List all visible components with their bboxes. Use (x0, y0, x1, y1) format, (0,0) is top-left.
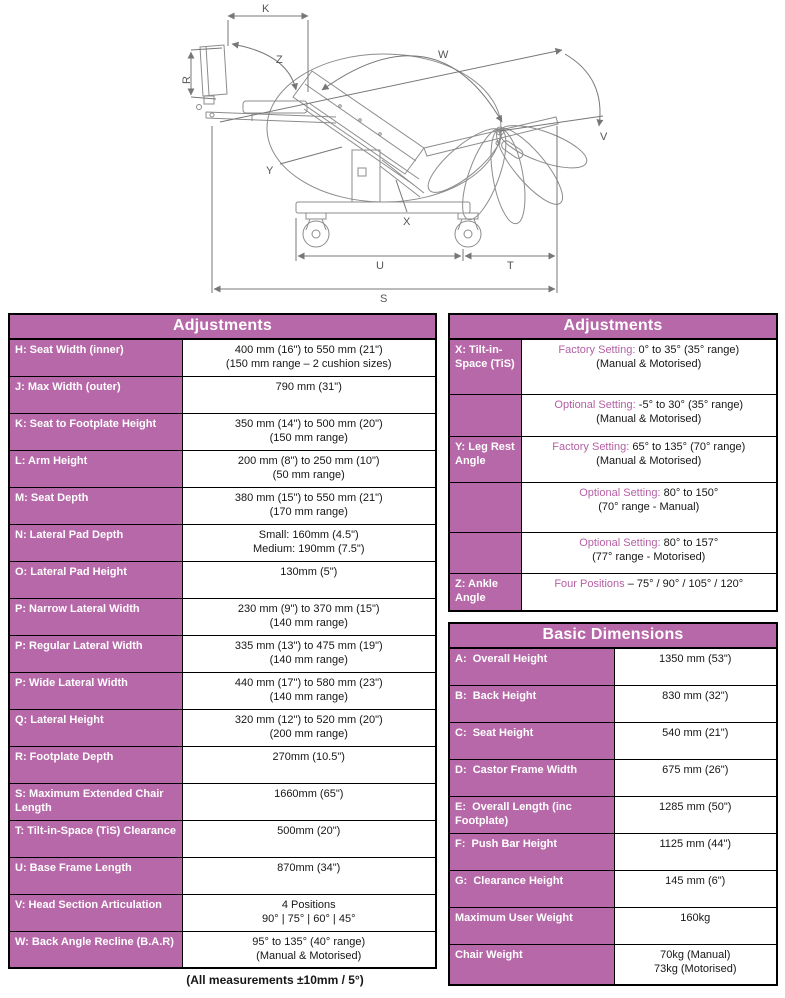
table-title-adjustments-right: Adjustments (449, 314, 777, 339)
table-row (449, 759, 777, 796)
table-title-adjustments-left: Adjustments (9, 314, 436, 339)
spec-value: 130mm (5") (182, 561, 436, 598)
spec-label: E: Overall Length (inc Footplate) (449, 796, 614, 833)
spec-value: 440 mm (17") to 580 mm (23") (140 mm range) (182, 672, 436, 709)
spec-label: G: Clearance Height (449, 870, 614, 907)
basic-dimensions-table (448, 622, 778, 986)
spec-label: Maximum User Weight (449, 907, 614, 944)
spec-value: 320 mm (12") to 520 mm (20") (200 mm range) (182, 709, 436, 746)
dim-label-t: T (507, 260, 514, 272)
dim-label-w: W (438, 49, 449, 61)
spec-value: 70kg (Manual) 73kg (Motorised) (614, 944, 777, 985)
table-row (449, 532, 777, 573)
table-title-basic-dimensions: Basic Dimensions (449, 623, 777, 648)
table-row (449, 944, 777, 985)
measurements-footnote: (All measurements ±10mm / 5°) (186, 973, 364, 987)
spec-value: Optional Setting: 80° to 150° (70° range - Manual) (521, 482, 777, 532)
table-row (9, 413, 436, 450)
spec-value: 145 mm (6") (614, 870, 777, 907)
table-row (9, 635, 436, 672)
spec-value: 1660mm (65") (182, 783, 436, 820)
spec-label: S: Maximum Extended Chair Length (9, 783, 182, 820)
spec-label: A: Overall Height (449, 648, 614, 685)
spec-value: 675 mm (26") (614, 759, 777, 796)
table-row (9, 783, 436, 820)
table-row (9, 820, 436, 857)
spec-label: X: Tilt-in-Space (TiS) (449, 339, 521, 394)
spec-label: P: Wide Lateral Width (9, 672, 182, 709)
spec-label (449, 482, 521, 532)
table-row (9, 746, 436, 783)
spec-value: Optional Setting: -5° to 30° (35° range) (Manual & Motorised) (521, 394, 777, 436)
table-row (9, 450, 436, 487)
dim-label-u: U (376, 260, 384, 272)
dim-label-r: R (181, 76, 193, 84)
dim-label-x: X (403, 216, 411, 228)
table-row (449, 482, 777, 532)
spec-label: T: Tilt-in-Space (TiS) Clearance (9, 820, 182, 857)
spec-label: C: Seat Height (449, 722, 614, 759)
spec-value: Factory Setting: 65° to 135° (70° range) (Manual & Motorised) (521, 436, 777, 482)
spec-value: Small: 160mm (4.5") Medium: 190mm (7.5") (182, 524, 436, 561)
spec-value: 4 Positions 90° | 75° | 60° | 45° (182, 894, 436, 931)
table-row (449, 394, 777, 436)
spec-label (449, 532, 521, 573)
table-row (9, 561, 436, 598)
spec-label: Chair Weight (449, 944, 614, 985)
table-row (9, 894, 436, 931)
spec-label: Y: Leg Rest Angle (449, 436, 521, 482)
spec-value: 270mm (10.5") (182, 746, 436, 783)
spec-label: P: Narrow Lateral Width (9, 598, 182, 635)
spec-value: 790 mm (31") (182, 376, 436, 413)
table-row (9, 487, 436, 524)
spec-label: P: Regular Lateral Width (9, 635, 182, 672)
table-row (449, 796, 777, 833)
table-row (9, 931, 436, 968)
spec-value: 870mm (34") (182, 857, 436, 894)
right-column (448, 313, 778, 986)
table-row (9, 598, 436, 635)
dim-label-y: Y (266, 165, 274, 177)
chair-technical-drawing (0, 0, 785, 310)
table-row (9, 857, 436, 894)
dimension-lines (191, 16, 603, 293)
articulation-fan (420, 117, 592, 226)
spec-label: K: Seat to Footplate Height (9, 413, 182, 450)
spec-value: 1285 mm (50") (614, 796, 777, 833)
spec-value: 160kg (614, 907, 777, 944)
spec-value: 350 mm (14") to 500 mm (20") (150 mm range) (182, 413, 436, 450)
table-row (449, 648, 777, 685)
spec-value: 540 mm (21") (614, 722, 777, 759)
spec-value: 380 mm (15") to 550 mm (21") (170 mm range) (182, 487, 436, 524)
chair-outline (197, 45, 592, 247)
dim-label-s: S (380, 293, 388, 305)
spec-label: R: Footplate Depth (9, 746, 182, 783)
adjustments-table-left (8, 313, 437, 969)
table-row (9, 376, 436, 413)
left-column (8, 313, 437, 987)
table-row (449, 907, 777, 944)
spec-value: 95° to 135° (40° range) (Manual & Motorised) (182, 931, 436, 968)
spec-value: 1350 mm (53") (614, 648, 777, 685)
spec-value: 335 mm (13") to 475 mm (19") (140 mm range) (182, 635, 436, 672)
table-row (449, 722, 777, 759)
table-row (449, 573, 777, 611)
spec-label: V: Head Section Articulation (9, 894, 182, 931)
spec-label: N: Lateral Pad Depth (9, 524, 182, 561)
spec-value: 230 mm (9") to 370 mm (15") (140 mm range) (182, 598, 436, 635)
spec-label: B: Back Height (449, 685, 614, 722)
spec-label: M: Seat Depth (9, 487, 182, 524)
table-row (9, 672, 436, 709)
spec-label: H: Seat Width (inner) (9, 339, 182, 376)
spec-value: Factory Setting: 0° to 35° (35° range) (Manual & Motorised) (521, 339, 777, 394)
spec-value: Four Positions – 75° / 90° / 105° / 120° (521, 573, 777, 611)
spec-label: W: Back Angle Recline (B.A.R) (9, 931, 182, 968)
dim-label-k: K (262, 3, 270, 15)
dim-label-z: Z (276, 54, 283, 66)
spec-value: 830 mm (32") (614, 685, 777, 722)
spec-label: Q: Lateral Height (9, 709, 182, 746)
spec-label: D: Castor Frame Width (449, 759, 614, 796)
spec-value: 400 mm (16") to 550 mm (21") (150 mm range – 2 cushion sizes) (182, 339, 436, 376)
spec-value: Optional Setting: 80° to 157° (77° range - Motorised) (521, 532, 777, 573)
spec-label: Z: Ankle Angle (449, 573, 521, 611)
table-row (449, 833, 777, 870)
table-row (449, 436, 777, 482)
spec-label (449, 394, 521, 436)
spec-label: U: Base Frame Length (9, 857, 182, 894)
spec-label: L: Arm Height (9, 450, 182, 487)
spec-value: 1125 mm (44") (614, 833, 777, 870)
table-row (449, 870, 777, 907)
spec-value: 200 mm (8") to 250 mm (10") (50 mm range) (182, 450, 436, 487)
table-row (449, 339, 777, 394)
adjustments-table-right (448, 313, 778, 612)
dim-label-v: V (600, 131, 608, 143)
spec-value: 500mm (20") (182, 820, 436, 857)
table-row (9, 709, 436, 746)
spec-label: J: Max Width (outer) (9, 376, 182, 413)
spec-label: O: Lateral Pad Height (9, 561, 182, 598)
table-row (9, 339, 436, 376)
table-row (9, 524, 436, 561)
table-row (449, 685, 777, 722)
spec-label: F: Push Bar Height (449, 833, 614, 870)
